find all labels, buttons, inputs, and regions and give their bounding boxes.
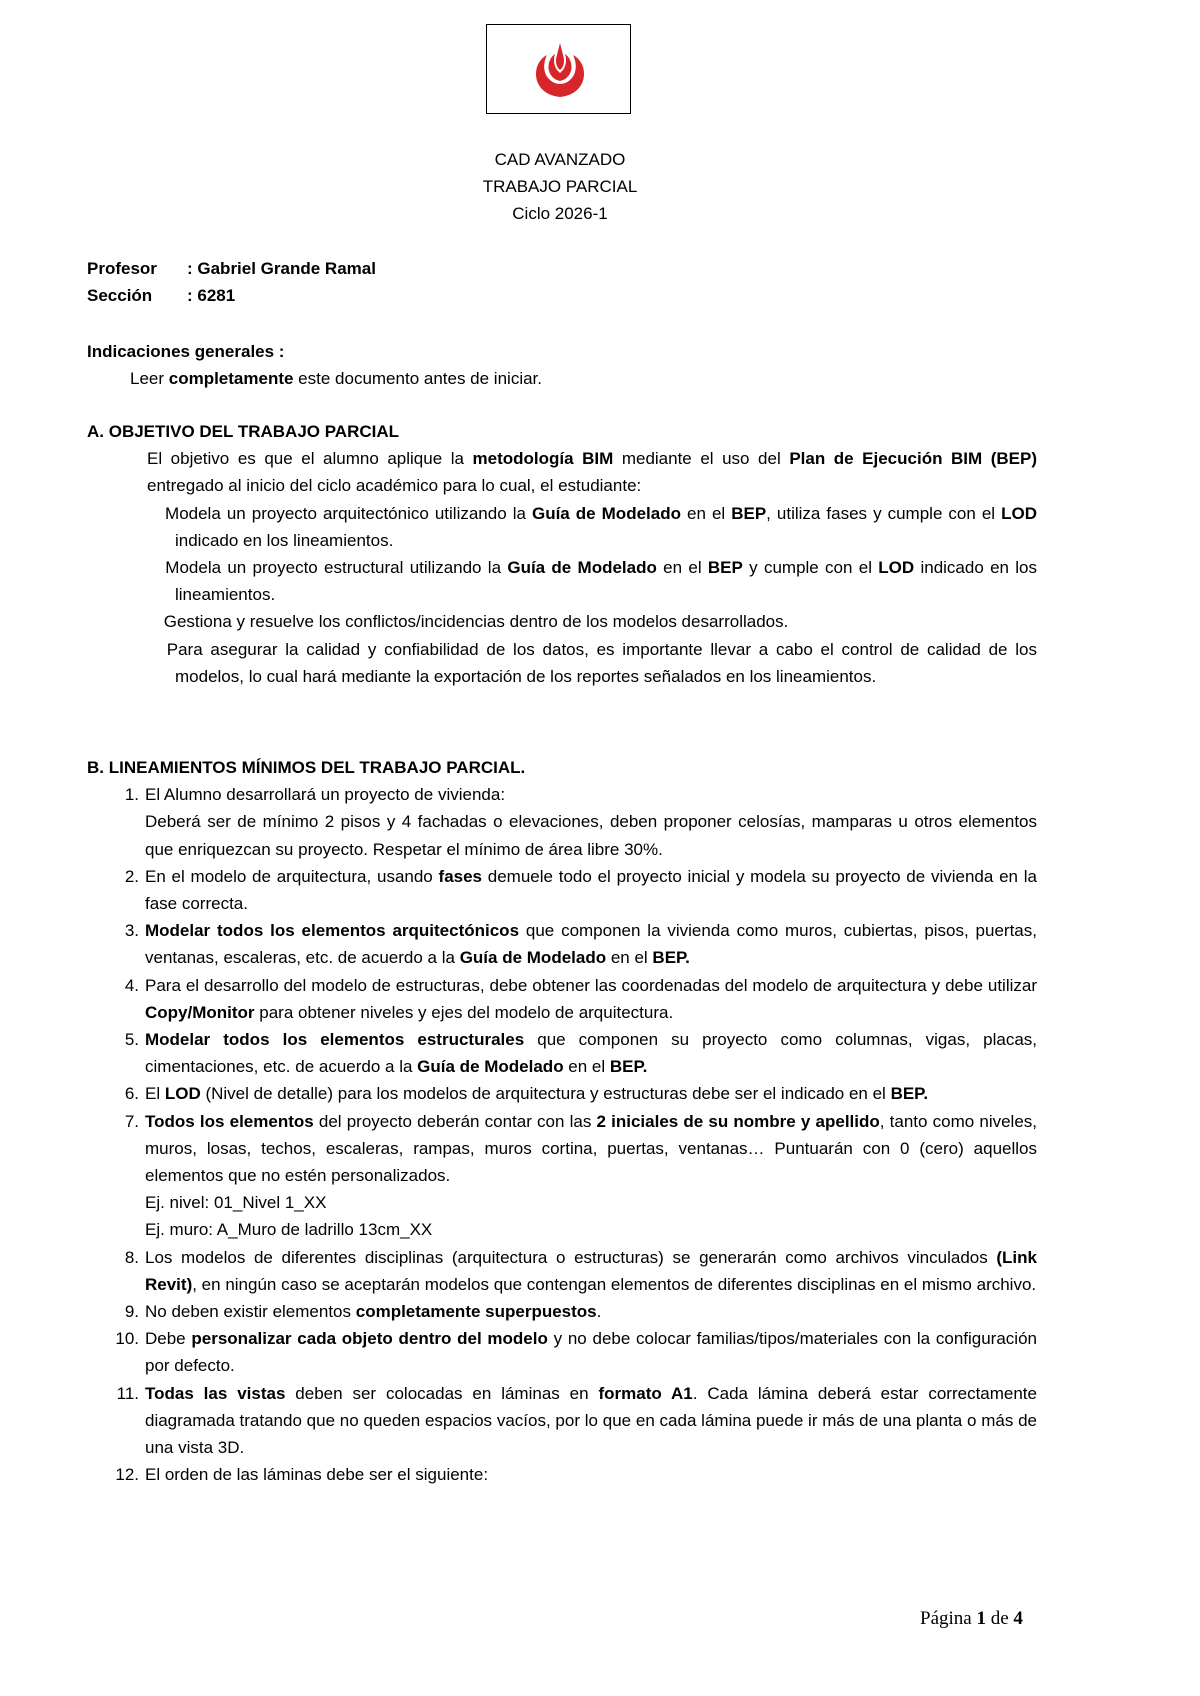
- page-total: 4: [1013, 1608, 1023, 1629]
- work-title: TRABAJO PARCIAL: [482, 177, 638, 196]
- course-title: CAD AVANZADO: [494, 150, 626, 169]
- guideline-item-6: 6. El LOD (Nivel de detalle) para los modelos de arquitectura y estructuras debe ser el indicado en el BEP.: [124, 1084, 929, 1104]
- section-row: [87, 282, 376, 309]
- guideline-item-1: 1. El Alumno desarrollará un proyecto de vivienda: Deberá ser de mínimo 2 pisos y 4 fachadas o elevaciones, deben proponer celosías, mamparas u otros elementos que enriquezcan su proyecto. Respetar el mínimo de área libre 30%.: [124, 785, 1037, 859]
- guideline-item-4: 4. Para el desarrollo del modelo de estructuras, debe obtener las coordenadas del modelo de arquitectura y debe utilizar Copy/Monitor para obtener niveles y ejes del modelo de arquitectura.: [124, 975, 1037, 1022]
- section-value: : 6281: [187, 286, 236, 305]
- professor-row: [87, 255, 376, 282]
- guideline-item-5: 5. Modelar todos los elementos estructurales que componen su proyecto como columnas, vigas, placas, cimentaciones, etc. de acuerdo a la Guía de Modelado en el BEP.: [124, 1030, 1037, 1077]
- general-line: Leer completamente este documento antes de iniciar.: [130, 369, 542, 389]
- general-indications: [87, 338, 1037, 392]
- cycle-title: Ciclo 2026-1: [512, 204, 608, 223]
- example-wall: Ej. muro: A_Muro de ladrillo 13cm_XX: [145, 1220, 433, 1240]
- objective-bullet-1: Modela un proyecto arquitectónico utilizando la Guía de Modelado en el BEP, utiliza fases y cumple con el LOD indicado en los lineamientos.: [165, 503, 1038, 550]
- objective-bullet-4: Para asegurar la calidad y confiabilidad de los datos, es importante llevar a cabo el control de calidad de los modelos, lo cual hará mediante la exportación de los reportes señalados en los lineamientos.: [166, 639, 1037, 686]
- general-title: Indicaciones generales :: [87, 342, 285, 361]
- guideline-item-12: 12. El orden de las láminas debe ser el siguiente:: [115, 1465, 489, 1485]
- logo-box: [486, 24, 631, 114]
- document-header: [0, 146, 1120, 227]
- objective-bullet-3: Gestiona y resuelve los conflictos/incidencias dentro de los modelos desarrollados.: [163, 612, 789, 632]
- section-a-intro: El objetivo es que el alumno aplique la metodología BIM mediante el uso del Plan de Ejecución BIM (BEP) entregado al inicio del ciclo académico para lo cual, el estudiante:: [147, 449, 1037, 496]
- guideline-item-2: 2. En el modelo de arquitectura, usando fases demuele todo el proyecto inicial y modela su proyecto de vivienda en la fase correcta.: [124, 866, 1037, 914]
- section-b-title: B. LINEAMIENTOS MÍNIMOS DEL TRABAJO PARCIAL.: [87, 758, 526, 777]
- guideline-item-3: 3. Modelar todos los elementos arquitectónicos que componen la vivienda como muros, cubiertas, pisos, puertas, ventanas, escaleras, etc. de acuerdo a la Guía de Modelado en el BEP.: [124, 921, 1037, 968]
- page-number: 1: [976, 1608, 986, 1629]
- guideline-item-7: 7. Todos los elementos del proyecto deberán contar con las 2 iniciales de su nombre y apellido, tanto como niveles, muros, losas, techos, escaleras, rampas, muros cortina, puertas, ventanas… Puntuarán con 0 (cero) aquellos elementos que no estén personalizados. Ej. nivel: 01_Nivel 1_XX Ej. muro: A_Muro de ladrillo 13cm_XX: [87, 1108, 1037, 1244]
- university-logo-icon: [531, 39, 589, 99]
- guideline-item-10: 10. Debe personalizar cada objeto dentro del modelo y no debe colocar familias/tipos/materiales con la configuración por defecto.: [115, 1329, 1037, 1376]
- example-level: Ej. nivel: 01_Nivel 1_XX: [145, 1193, 327, 1213]
- professor-value: : Gabriel Grande Ramal: [187, 259, 376, 278]
- section-label: Sección: [87, 286, 153, 305]
- objective-bullet-2: Modela un proyecto estructural utilizando la Guía de Modelado en el BEP y cumple con el LOD indicado en los lineamientos.: [165, 558, 1038, 605]
- guideline-item-9: 9. No deben existir elementos completamente superpuestos.: [124, 1302, 602, 1322]
- guideline-item-8: 8. Los modelos de diferentes disciplinas (arquitectura o estructuras) se generarán como archivos vinculados (Link Revit), en ningún caso se aceptarán modelos que contengan elementos de diferentes disciplinas en el mismo archivo.: [124, 1247, 1037, 1294]
- course-meta: [87, 255, 376, 309]
- guideline-item-11: 11. Todas las vistas deben ser colocadas en láminas en formato A1. Cada lámina deberá estar correctamente diagramada tratando que no queden espacios vacíos, por lo que en cada lámina puede ir más de una planta o más de una vista 3D.: [116, 1383, 1037, 1458]
- page-footer: Página 1 de 4: [920, 1608, 1023, 1629]
- section-a: [87, 418, 1037, 690]
- section-a-title: A. OBJETIVO DEL TRABAJO PARCIAL: [87, 422, 400, 441]
- professor-label: Profesor: [87, 259, 157, 278]
- section-b: [87, 754, 1037, 1488]
